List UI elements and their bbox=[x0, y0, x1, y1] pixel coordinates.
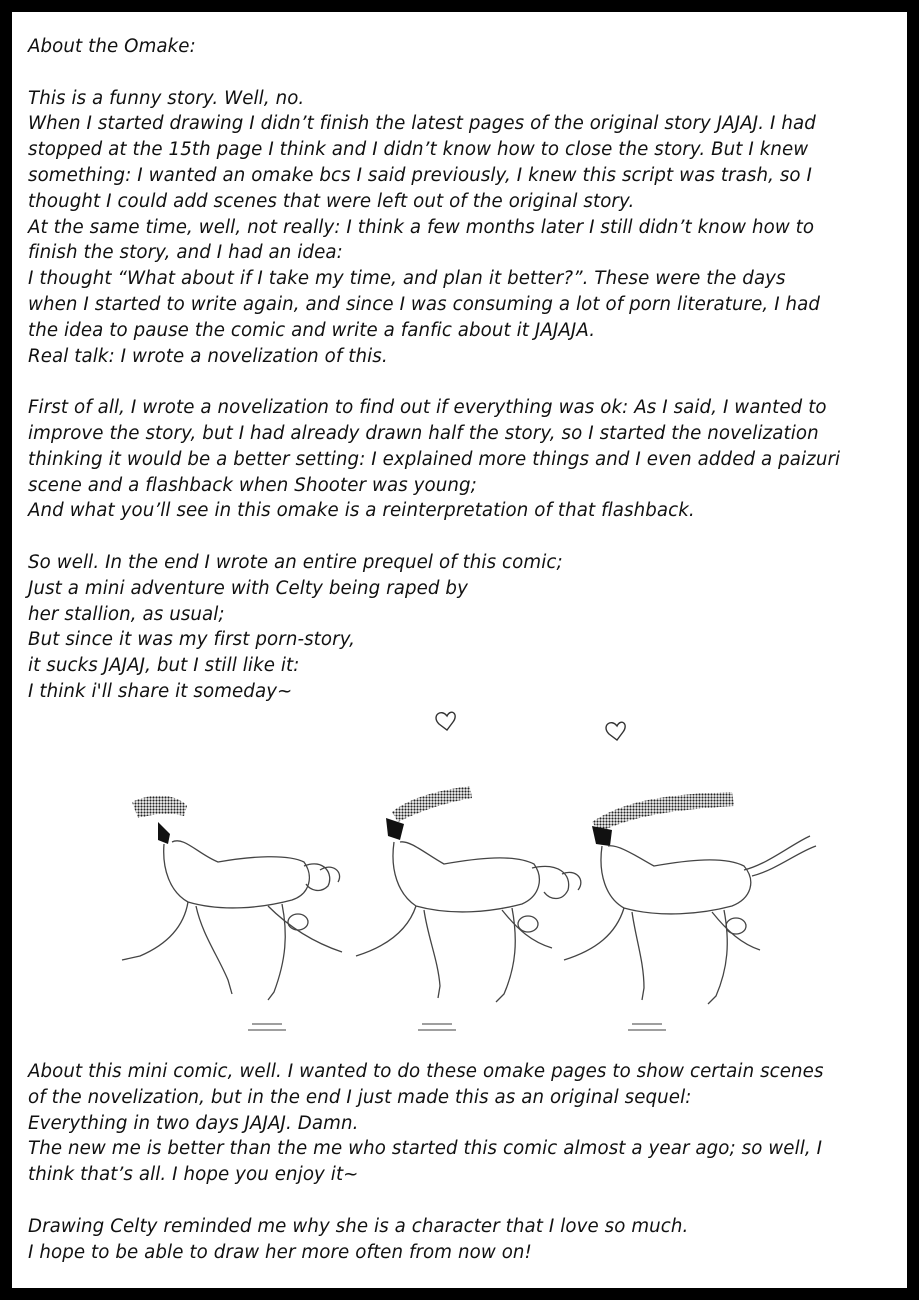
text-line: Drawing Celty reminded me why she is a character that I love so much. bbox=[28, 1215, 689, 1237]
heart-icon bbox=[436, 712, 455, 730]
text-line: The new me is better than the me who started this comic almost a year ago; so well, I bbox=[28, 1138, 823, 1160]
text-line: her stallion, as usual; bbox=[28, 603, 225, 625]
heart-icon bbox=[606, 722, 625, 740]
text-line: thought I could add scenes that were left out of the original story. bbox=[28, 190, 635, 212]
text-line: I hope to be able to draw her more often from now on! bbox=[28, 1241, 532, 1263]
text-line: This is a funny story. Well, no. bbox=[28, 87, 305, 109]
text-line: the idea to pause the comic and write a fanfic about it JAJAJA. bbox=[28, 319, 596, 341]
horse-figure bbox=[122, 796, 342, 1034]
text-line: At the same time, well, not really: I think a few months later I still didn’t know how to bbox=[28, 216, 815, 238]
text-line: of the novelization, but in the end I just made this as an original sequel: bbox=[28, 1086, 692, 1108]
text-line: Real talk: I wrote a novelization of this. bbox=[28, 345, 388, 367]
horse-figure bbox=[564, 792, 816, 1034]
text-line: Everything in two days JAJAJ. Damn. bbox=[28, 1112, 359, 1134]
text-line: I thought “What about if I take my time, and plan it better?”. These were the days bbox=[28, 268, 786, 290]
text-line: So well. In the end I wrote an entire prequel of this comic; bbox=[28, 551, 563, 573]
text-line: But since it was my first porn-story, bbox=[28, 629, 356, 651]
bottom-text-block bbox=[28, 1059, 888, 1265]
text-line: About this mini comic, well. I wanted to do these omake pages to show certain scenes bbox=[28, 1061, 824, 1082]
text-line: When I started drawing I didn’t finish the latest pages of the original story JAJAJ. I had bbox=[28, 113, 816, 135]
heading: About the Omake: bbox=[28, 36, 196, 57]
text-line: think that’s all. I hope you enjoy it~ bbox=[28, 1164, 359, 1186]
text-line: improve the story, but I had already drawn half the story, so I started the novelization bbox=[28, 422, 819, 444]
text-line: it sucks JAJAJ, but I still like it: bbox=[28, 655, 300, 677]
text-line: First of all, I wrote a novelization to find out if everything was ok: As I said, I wanted to bbox=[28, 397, 827, 419]
text-line: something: I wanted an omake bcs I said previously, I knew this script was trash, so I bbox=[28, 164, 812, 186]
text-line: scene and a flashback when Shooter was young; bbox=[28, 474, 477, 496]
horse-figure bbox=[356, 786, 581, 1034]
text-line: thinking it would be a better setting: I explained more things and I even added a paizuri bbox=[28, 448, 841, 470]
text-line: finish the story, and I had an idea: bbox=[28, 242, 343, 264]
text-line: I think i'll share it someday~ bbox=[28, 680, 293, 702]
text-line: when I started to write again, and since I was consuming a lot of porn literature, I had bbox=[28, 293, 821, 315]
text-line: stopped at the 15th page I think and I didn’t know how to close the story. But I knew bbox=[28, 139, 809, 161]
horses-illustration bbox=[92, 694, 832, 1034]
text-line: And what you’ll see in this omake is a reinterpretation of that flashback. bbox=[28, 500, 695, 522]
top-text-block bbox=[28, 34, 888, 705]
text-line: Just a mini adventure with Celty being raped by bbox=[28, 577, 468, 599]
page bbox=[10, 10, 909, 1290]
